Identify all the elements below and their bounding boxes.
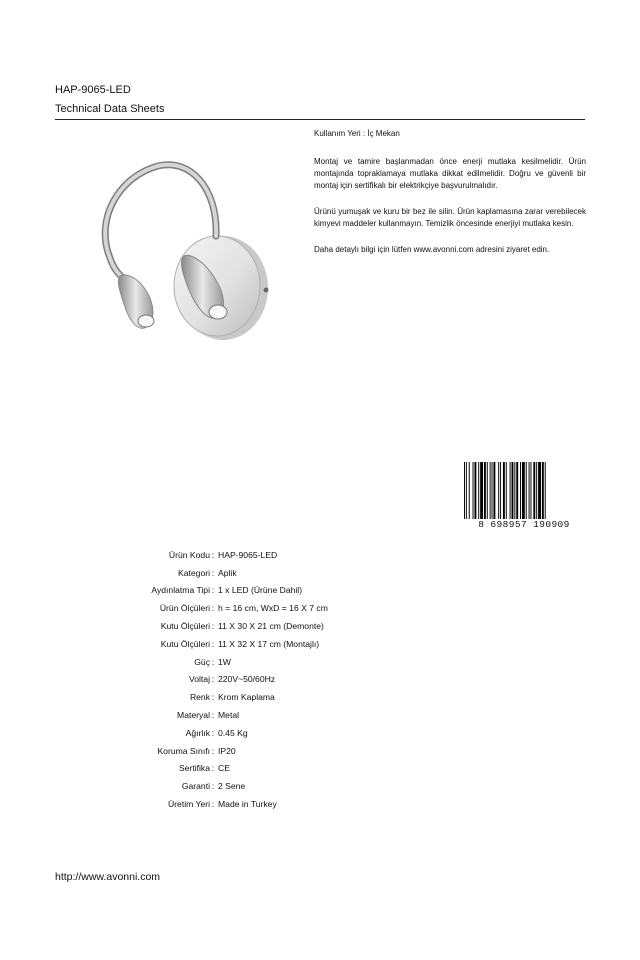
spec-separator: :: [211, 549, 215, 560]
barcode-bar: [542, 462, 544, 526]
spec-row: [100, 706, 328, 724]
spec-label: Güç: [194, 656, 210, 667]
spec-row: [100, 564, 328, 582]
spec-separator: :: [211, 692, 215, 703]
spec-label: Kutu Ölçüleri: [160, 621, 210, 632]
spec-label: Kategori: [177, 567, 210, 578]
spec-value: IP20: [218, 745, 236, 756]
spec-table: [100, 546, 328, 813]
barcode-bar: [503, 462, 505, 526]
spec-value: Aplik: [218, 567, 237, 578]
spec-separator: :: [211, 727, 215, 738]
spec-separator: :: [211, 674, 215, 685]
product-code-title: HAP-9065-LED: [55, 84, 131, 96]
spec-separator: :: [211, 638, 215, 649]
barcode-bar: [469, 462, 470, 526]
spec-label: Voltaj: [188, 674, 210, 685]
spec-row: [100, 635, 328, 653]
spec-value: Krom Kaplama: [218, 692, 275, 703]
spec-value: CE: [218, 763, 230, 774]
spec-label: Ürün Kodu: [168, 549, 210, 560]
barcode-bar: [484, 462, 486, 526]
spec-separator: :: [211, 745, 215, 756]
barcode-bar: [493, 462, 495, 526]
barcode-bar: [506, 462, 507, 526]
spec-row: [100, 653, 328, 671]
barcode-bar: [474, 462, 476, 526]
spec-separator: :: [211, 710, 215, 721]
spec-separator: :: [211, 585, 215, 596]
barcode-bar: [490, 462, 491, 526]
spec-value: Metal: [218, 710, 240, 721]
barcode-bar: [478, 462, 479, 526]
spec-separator: :: [211, 799, 215, 810]
spec-value: 1W: [218, 656, 231, 667]
barcode-bar: [529, 462, 530, 526]
document-subtitle: Technical Data Sheets: [55, 103, 165, 115]
spec-value: 1 x LED (Ürüne Dahil): [218, 585, 303, 596]
spec-value: 11 X 32 X 17 cm (Montajlı): [218, 638, 320, 649]
barcode-bar: [520, 462, 521, 526]
spec-value: Made in Turkey: [218, 799, 277, 810]
barcode-bar: [498, 462, 499, 526]
installation-warning: Montaj ve tamire başlanmadan önce enerji mutlaka kesilmelidir. Ürün montajında topraklamaya mutlaka dikkat edilmelidir. Doğru ve güvenli bir montaj için sertifikalı bir elektrikçiye başvurulmalıdır.: [314, 157, 586, 190]
barcode-digits: 8 698957 190909: [463, 519, 585, 531]
website-note: Daha detaylı bilgi için lütfen www.avonni.com adresini ziyaret edin.: [314, 245, 550, 254]
barcode-bar: [500, 462, 501, 526]
cleaning-instructions: Ürünü yumuşak ve kuru bir bez ile silin. Ürün kaplamasına zarar verebilecek kimyevi maddeler kullanmayın. Temizlik öncesinde enerjiyi mutlaka kesin.: [314, 207, 586, 228]
barcode-bar: [526, 462, 527, 526]
spec-row: [100, 724, 328, 742]
spec-label: Üretim Yeri: [167, 799, 210, 810]
spec-value: 220V~50/60Hz: [218, 674, 276, 685]
spec-label: Renk: [189, 692, 210, 703]
barcode-bar: [510, 462, 511, 526]
spec-value: 2 Sene: [218, 781, 246, 792]
spec-row: [100, 599, 328, 617]
spec-separator: :: [211, 781, 215, 792]
spec-separator: :: [211, 621, 215, 632]
barcode-bar: [545, 462, 546, 526]
spec-label: Kutu Ölçüleri: [160, 638, 210, 649]
spec-separator: :: [211, 656, 215, 667]
spec-separator: :: [211, 567, 215, 578]
spec-label: Ürün Ölçüleri: [159, 603, 210, 614]
barcode-bar: [512, 462, 514, 526]
barcode-bar: [522, 462, 525, 526]
spec-label: Koruma Sınıfı: [157, 745, 210, 756]
barcode-bar: [514, 462, 515, 526]
spec-label: Garanti: [181, 781, 210, 792]
spec-row: [100, 777, 328, 795]
spec-row: [100, 546, 328, 564]
spec-label: Aydınlatma Tipi: [151, 585, 210, 596]
barcode-bar: [464, 462, 465, 526]
spec-row: [100, 582, 328, 600]
barcode-bar: [492, 462, 493, 526]
barcode: [463, 462, 585, 534]
spec-row: [100, 795, 328, 813]
header-divider: [55, 119, 585, 120]
spec-separator: :: [211, 763, 215, 774]
spec-separator: :: [211, 603, 215, 614]
spec-value: 0.45 Kg: [218, 727, 248, 738]
barcode-bar: [487, 462, 488, 526]
product-image: [80, 148, 290, 348]
barcode-bar: [533, 462, 535, 526]
spec-value: 11 X 30 X 21 cm (Demonte): [218, 621, 324, 632]
spec-label: Ağırlık: [185, 727, 210, 738]
barcode-bar: [531, 462, 532, 526]
spec-row: [100, 760, 328, 778]
barcode-bar: [480, 462, 483, 526]
spec-row: [100, 742, 328, 760]
spec-label: Materyal: [177, 710, 210, 721]
barcode-bar: [538, 462, 541, 526]
website-url[interactable]: http://www.avonni.com: [55, 871, 161, 883]
barcode-bar: [466, 462, 467, 526]
barcode-bar: [516, 462, 518, 526]
spec-value: HAP-9065-LED: [218, 549, 278, 560]
barcode-bar: [473, 462, 474, 526]
usage-location: Kullanım Yeri : İç Mekan: [314, 129, 400, 138]
usage-info: [314, 128, 586, 256]
barcode-bar: [536, 462, 537, 526]
spec-row: [100, 617, 328, 635]
spec-label: Sertifika: [178, 763, 210, 774]
spec-row: [100, 688, 328, 706]
spec-row: [100, 671, 328, 689]
spec-value: h = 16 cm, WxD = 16 X 7 cm: [218, 603, 328, 614]
